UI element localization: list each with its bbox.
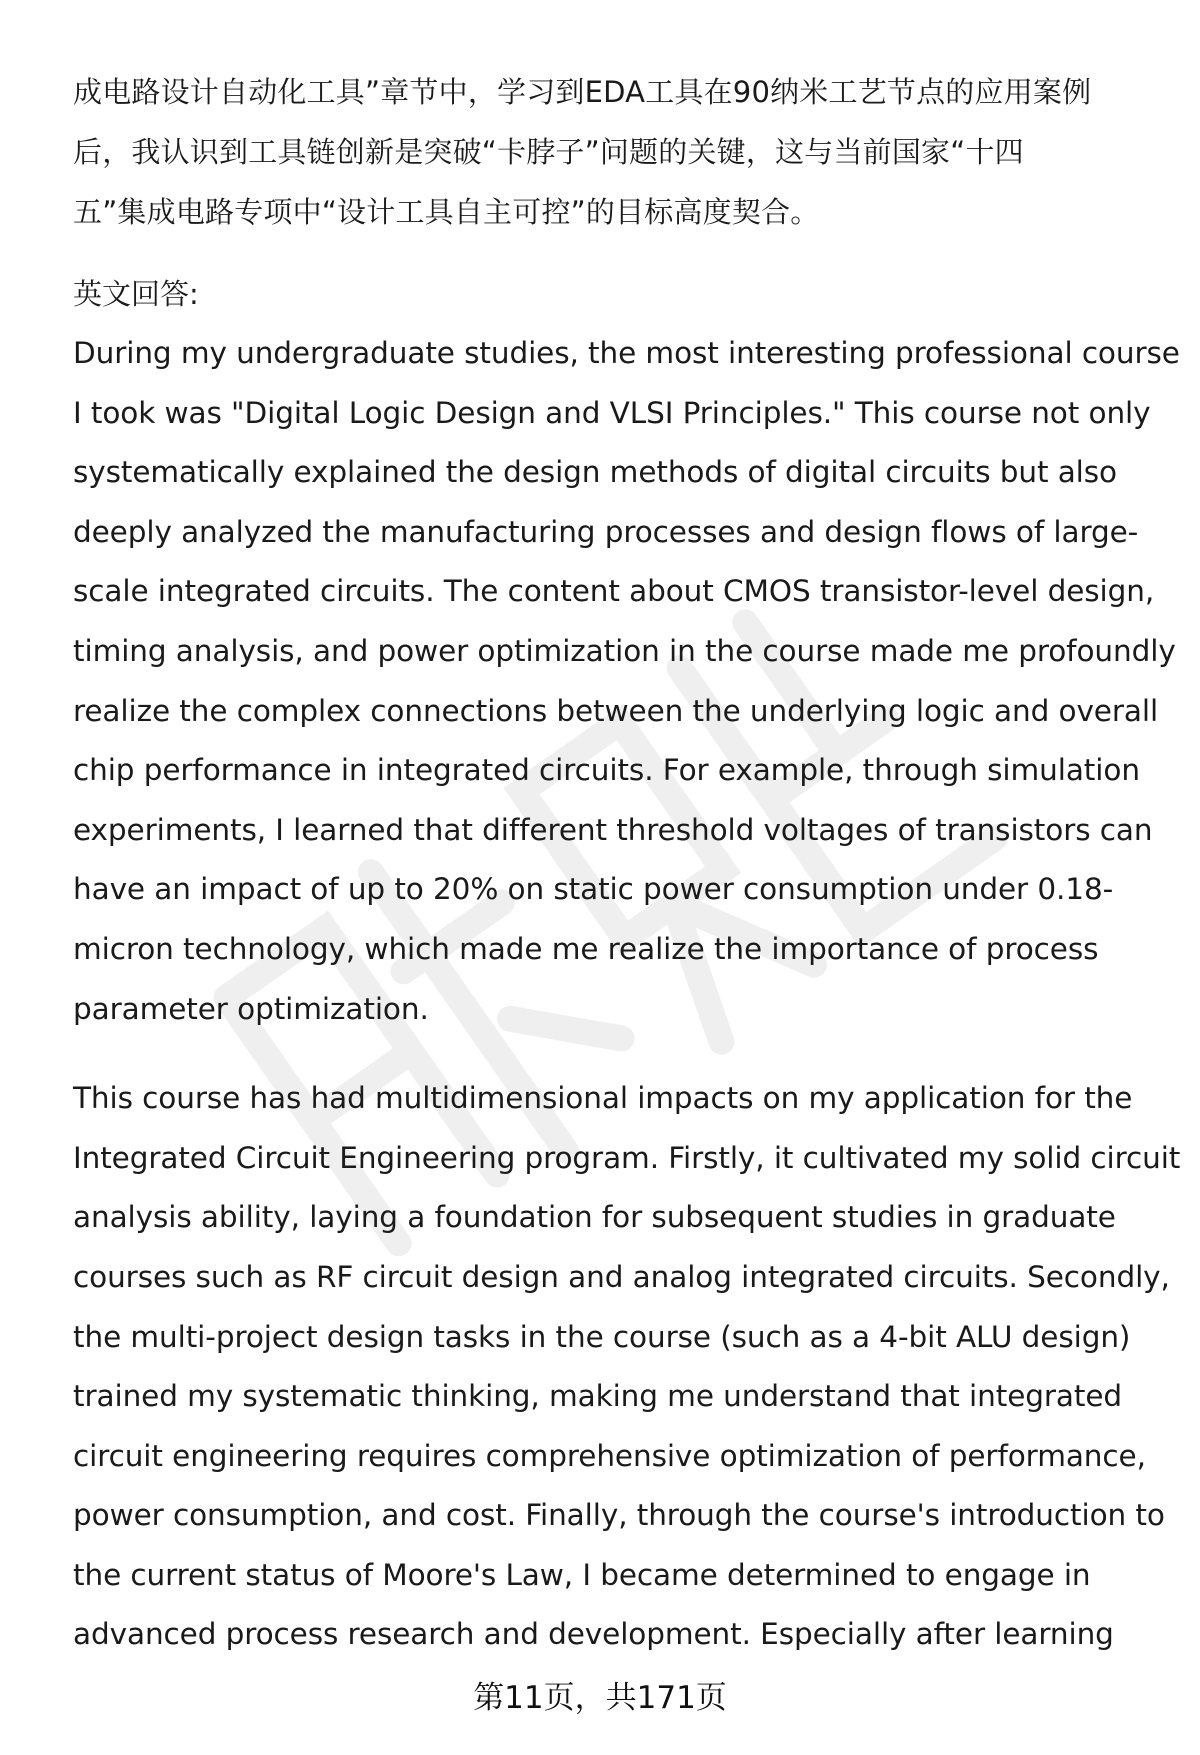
text-line: courses such as RF circuit design and analog integrated circuits. Secondly, (73, 1259, 1170, 1294)
text-line: micron technology, which made me realize the importance of process (73, 931, 1099, 966)
text-line: advanced process research and development. Especially after learning (73, 1617, 1114, 1652)
document-body (73, 62, 1181, 1695)
text-line: 后，我认识到工具链创新是突破“卡脖子”问题的关键，这与当前国家“十四 (73, 135, 1024, 169)
text-line: power consumption, and cost. Finally, through the course's introduction to (73, 1498, 1165, 1533)
text-line: the multi-project design tasks in the course (such as a 4-bit ALU design) (73, 1319, 1131, 1354)
text-line: experiments, I learned that different threshold voltages of transistors can (73, 812, 1153, 847)
text-line: Integrated Circuit Engineering program. Firstly, it cultivated my solid circuit (73, 1140, 1181, 1175)
text-line: realize the complex connections between the underlying logic and overall (73, 693, 1159, 728)
chinese-paragraph (73, 62, 1143, 242)
text-line: 五”集成电路专项中“设计工具自主可控”的目标高度契合。 (73, 195, 820, 229)
text-line: chip performance in integrated circuits. For example, through simulation (73, 753, 1140, 788)
text-line: systematically explained the design methods of digital circuits but also (73, 455, 1117, 490)
text-line: During my undergraduate studies, the most interesting professional course (73, 336, 1180, 370)
text-line: trained my systematic thinking, making me understand that integrated (73, 1379, 1123, 1414)
text-line: This course has had multidimensional impacts on my application for the (73, 1081, 1133, 1116)
english-answer-label: 英文回答: (73, 277, 199, 311)
text-line: 成电路设计自动化工具”章节中，学习到EDA工具在90纳米工艺节点的应用案例 (73, 75, 1092, 109)
page-number-footer: 第11页，共171页 (473, 1680, 727, 1716)
text-line: I took was "Digital Logic Design and VLSI Principles." This course not only (73, 395, 1151, 430)
text-line: circuit engineering requires comprehensive optimization of performance, (73, 1438, 1146, 1473)
text-line: timing analysis, and power optimization in the course made me profoundly (73, 633, 1176, 668)
text-line: parameter optimization. (73, 991, 429, 1026)
english-paragraph-1 (73, 324, 1180, 1039)
text-line: have an impact of up to 20% on static power consumption under 0.18- (73, 872, 1114, 907)
text-line: deeply analyzed the manufacturing processes and design flows of large- (73, 514, 1139, 549)
text-line: analysis ability, laying a foundation for subsequent studies in graduate (73, 1200, 1116, 1235)
text-line: scale integrated circuits. The content about CMOS transistor-level design, (73, 574, 1155, 609)
text-line: the current status of Moore's Law, I became determined to engage in (73, 1557, 1091, 1592)
english-paragraph-2 (73, 1069, 1181, 1665)
